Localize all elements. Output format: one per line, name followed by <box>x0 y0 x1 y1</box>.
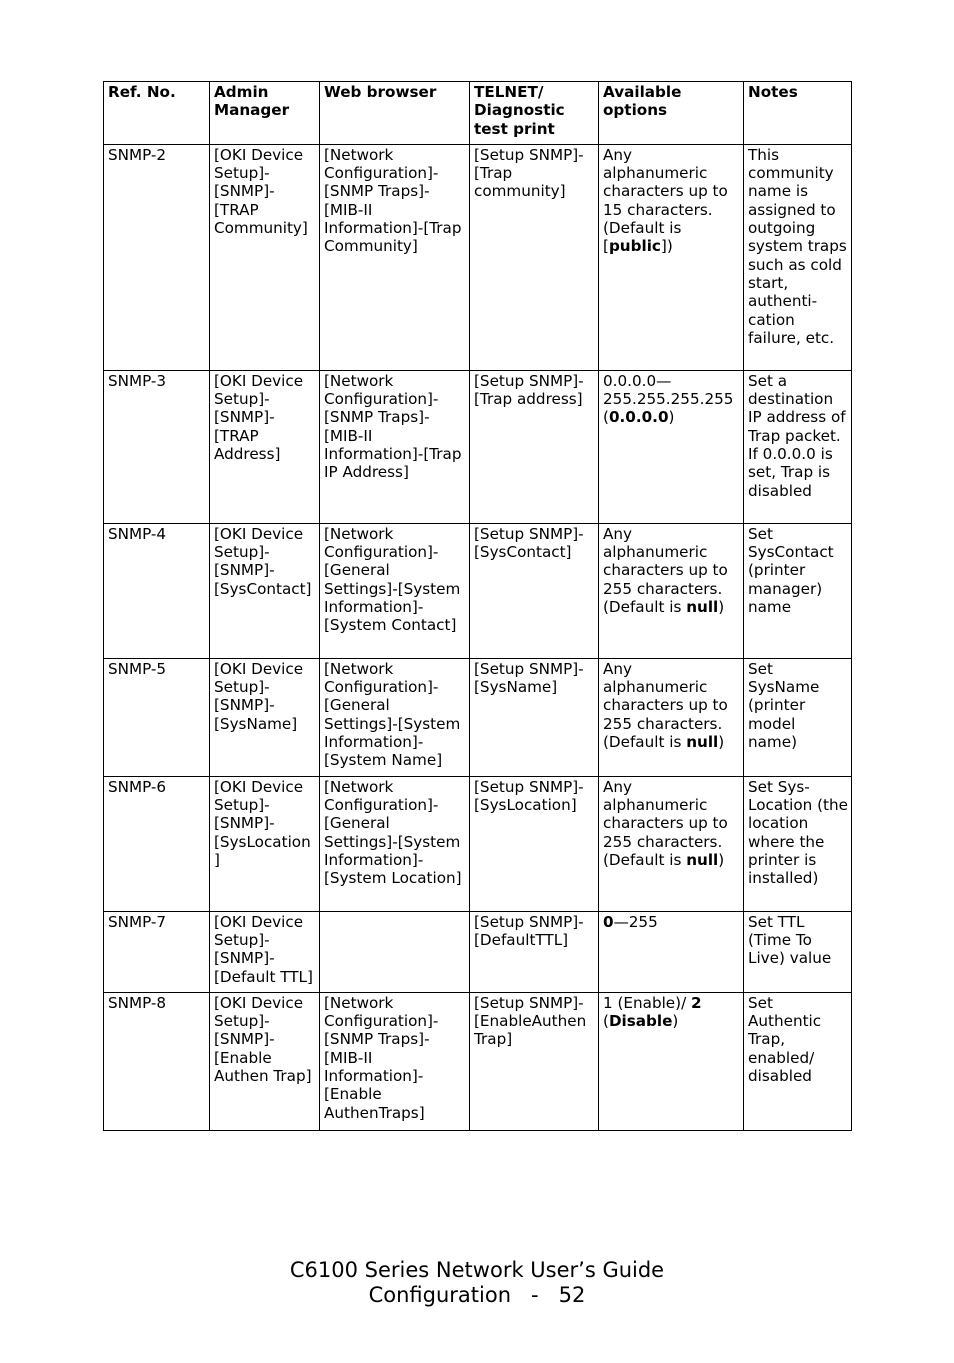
table-row <box>104 911 852 992</box>
snmp-settings-table <box>103 81 852 1131</box>
footer-section: Configuration <box>368 1283 512 1307</box>
table-row <box>104 658 852 776</box>
cell-ref: SNMP-8 <box>104 992 210 1130</box>
cell-telnet: [Setup SNMP]-[SysContact] <box>470 523 599 658</box>
cell-ref: SNMP-2 <box>104 144 210 370</box>
footer-guide-title: C6100 Series Network User’s Guide <box>289 1258 665 1282</box>
cell-options <box>599 658 744 776</box>
cell-telnet: [Setup SNMP]-[EnableAuthenTrap] <box>470 992 599 1130</box>
cell-admin: [OKI Device Setup]-[SNMP]-[SysLocation] <box>210 776 320 911</box>
options-default: 2 <box>691 993 702 1012</box>
options-default: null <box>686 733 719 752</box>
cell-web <box>320 911 470 992</box>
cell-admin: [OKI Device Setup]-[SNMP]-[TRAP Community] <box>210 144 320 370</box>
options-text: Any alphanumeric characters up to 255 characters. (Default is <box>603 524 728 617</box>
options-default: null <box>686 598 719 617</box>
cell-ref: SNMP-3 <box>104 370 210 523</box>
cell-web: [Network Configuration]-[General Settings]-[System Information]-[System Location] <box>320 776 470 911</box>
cell-admin: [OKI Device Setup]-[SNMP]-[TRAP Address] <box>210 370 320 523</box>
table-row <box>104 370 852 523</box>
options-default: 0 <box>603 912 614 931</box>
header-available-options: Available options <box>599 82 744 145</box>
cell-options <box>599 523 744 658</box>
cell-options <box>599 144 744 370</box>
header-ref-no: Ref. No. <box>104 82 210 145</box>
cell-web: [Network Configuration]-[General Settings]-[System Information]-[System Name] <box>320 658 470 776</box>
cell-ref: SNMP-4 <box>104 523 210 658</box>
table-row <box>104 992 852 1130</box>
options-text: Any alphanumeric characters up to 15 characters. (Default is [ <box>603 145 728 256</box>
cell-telnet: [Setup SNMP]-[SysLocation] <box>470 776 599 911</box>
cell-notes: This community name is assigned to outgoing system traps such as cold start, authenti-cation failure, etc. <box>744 144 852 370</box>
cell-ref: SNMP-7 <box>104 911 210 992</box>
table-row <box>104 144 852 370</box>
cell-notes: Set Authentic Trap, enabled/ disabled <box>744 992 852 1130</box>
cell-ref: SNMP-6 <box>104 776 210 911</box>
options-default: public <box>608 237 661 256</box>
header-notes: Notes <box>744 82 852 145</box>
options-text: Any alphanumeric characters up to 255 characters. (Default is <box>603 777 728 869</box>
table-row <box>104 776 852 911</box>
cell-options <box>599 911 744 992</box>
cell-notes: Set SysContact (printer manager) name <box>744 523 852 658</box>
cell-telnet: [Setup SNMP]-[Trap community] <box>470 144 599 370</box>
cell-web: [Network Configuration]-[SNMP Traps]-[MIB-II Information]-[Trap IP Address] <box>320 370 470 523</box>
footer-separator: - <box>531 1283 539 1307</box>
options-text: ) <box>668 408 675 427</box>
header-telnet: TELNET/ Diagnostic test print <box>470 82 599 145</box>
options-text: ) <box>718 598 725 617</box>
cell-notes: Set SysName (printer model name) <box>744 658 852 776</box>
options-text: ) <box>718 733 725 752</box>
cell-web: [Network Configuration]-[SNMP Traps]-[MIB-II Information]-[Enable AuthenTraps] <box>320 992 470 1130</box>
cell-admin: [OKI Device Setup]-[SNMP]-[SysContact] <box>210 523 320 658</box>
table-header-row <box>104 82 852 145</box>
cell-ref: SNMP-5 <box>104 658 210 776</box>
cell-telnet: [Setup SNMP]-[Trap address] <box>470 370 599 523</box>
footer-page-info <box>0 1283 954 1308</box>
footer-page-number: 52 <box>558 1283 586 1307</box>
options-default: null <box>686 850 719 869</box>
options-text: 1 (Enable)/ <box>603 993 692 1012</box>
options-default: Disable <box>608 1012 673 1031</box>
cell-telnet: [Setup SNMP]-[DefaultTTL] <box>470 911 599 992</box>
options-text: —255 <box>613 912 658 931</box>
cell-admin: [OKI Device Setup]-[SNMP]-[Enable Authen Trap] <box>210 992 320 1130</box>
header-web-browser: Web browser <box>320 82 470 145</box>
cell-options <box>599 992 744 1130</box>
cell-admin: [OKI Device Setup]-[SNMP]-[SysName] <box>210 658 320 776</box>
cell-notes: Set TTL (Time To Live) value <box>744 911 852 992</box>
options-default: 0.0.0.0 <box>608 408 669 427</box>
options-text: ) <box>672 1012 679 1031</box>
options-text: ) <box>718 850 725 869</box>
header-admin-manager: Admin Manager <box>210 82 320 145</box>
options-text: ]) <box>660 237 673 256</box>
options-text: Any alphanumeric characters up to 255 characters. (Default is <box>603 659 728 752</box>
table-row <box>104 523 852 658</box>
cell-options <box>599 370 744 523</box>
cell-web: [Network Configuration]-[General Settings]-[System Information]-[System Contact] <box>320 523 470 658</box>
cell-notes: Set a destination IP address of Trap packet. If 0.0.0.0 is set, Trap is disabled <box>744 370 852 523</box>
cell-notes: Set Sys-Location (the location where the printer is installed) <box>744 776 852 911</box>
options-text: 0.0.0.0—255.255.255.255 ( <box>603 371 734 427</box>
cell-web: [Network Configuration]-[SNMP Traps]-[MIB-II Information]-[Trap Community] <box>320 144 470 370</box>
cell-options <box>599 776 744 911</box>
options-text: ( <box>603 1012 609 1031</box>
cell-admin: [OKI Device Setup]-[SNMP]-[Default TTL] <box>210 911 320 992</box>
cell-telnet: [Setup SNMP]-[SysName] <box>470 658 599 776</box>
